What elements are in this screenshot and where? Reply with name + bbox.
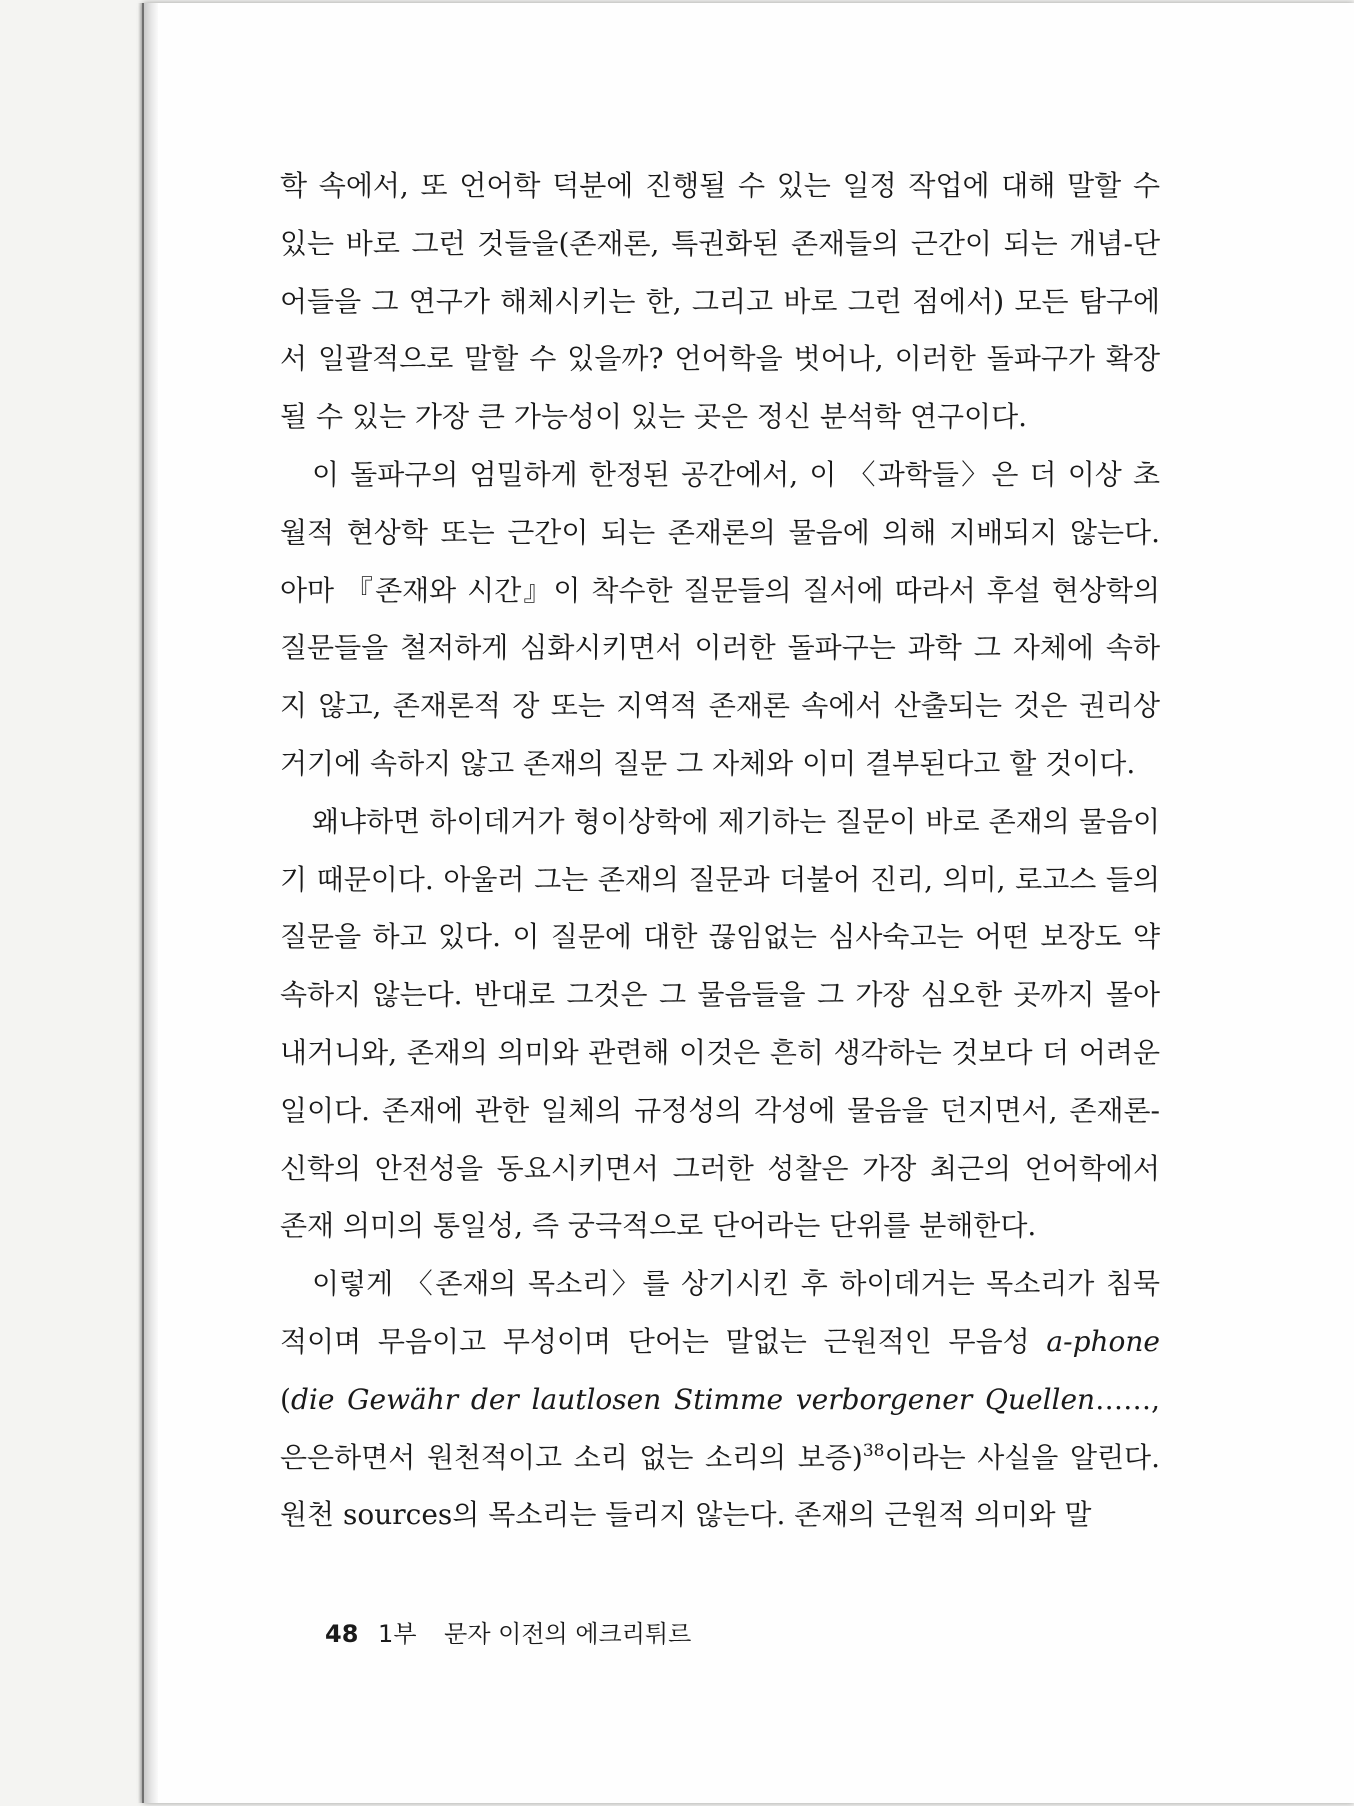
paragraph-2: 이 돌파구의 엄밀하게 한정된 공간에서, 이 〈과학들〉은 더 이상 초월적 현상학 또는 근간이 되는 존재론의 물음에 의해 지배되지 않는다. 아마 『존재와 시간』이 착수한 질문들의 질서에 따라서 후설 현상학의 질문들을 철저하게 심화시키면서 이러한 돌파구는 과학 그 자체에 속하지 않고, 존재론적 장 또는 지역적 존재론 속에서 산출되는 것은 권리상 거기에 속하지 않고 존재의 질문 그 자체와 이미 결부된다고 할 것이다.	[280, 457, 1160, 780]
part-label: 1부	[378, 1620, 417, 1648]
page-footer	[325, 1614, 691, 1649]
chapter-title: 문자 이전의 에크리튀르	[444, 1620, 692, 1648]
page-number: 48	[325, 1620, 359, 1648]
footnote-ref: 38	[862, 1440, 885, 1461]
paragraph-4-text-c: (	[280, 1382, 291, 1416]
paragraph-4-text-f: 이라는 사실을 알린다. 원천 sources의 목소리는 들리지 않는다. 존재의 근원적 의미와 말	[280, 1440, 1160, 1532]
paragraph-3: 왜냐하면 하이데거가 형이상학에 제기하는 질문이 바로 존재의 물음이기 때문이다. 아울러 그는 존재의 질문과 더불어 진리, 의미, 로고스 들의 질문을 하고 있다. 이 질문에 대한 끊임없는 심사숙고는 어떤 보장도 약속하지 않는다. 반대로 그것은 그 물음들을 그 가장 심오한 곳까지 몰아내거니와, 존재의 의미와 관련해 이것은 흔히 생각하는 것보다 더 어려운 일이다. 존재에 관한 일체의 규정성의 각성에 물음을 던지면서, 존재론-신학의 안전성을 동요시키면서 그러한 성찰은 가장 최근의 언어학에서 존재 의미의 통일성, 즉 궁극적으로 단어라는 단위를 분해한다.	[280, 804, 1160, 1243]
body-text	[280, 157, 1160, 1544]
a-phone-term: a-phone	[1046, 1324, 1160, 1358]
paragraph-1: 학 속에서, 또 언어학 덕분에 진행될 수 있는 일정 작업에 대해 말할 수 있는 바로 그런 것들을(존재론, 특권화된 존재들의 근간이 되는 개념-단어들을 그 연구가 해체시키는 한, 그리고 바로 그런 점에서) 모든 탐구에서 일괄적으로 말할 수 있을까? 언어학을 벗어나, 이러한 돌파구가 확장될 수 있는 가장 큰 가능성이 있는 곳은 정신 분석학 연구이다.	[280, 169, 1160, 434]
paragraph-4-text-e: ……, 은은하면서 원천적이고 소리 없는 소리의 보증)	[280, 1382, 1160, 1474]
german-quote: die Gewähr der lautlosen Stimme verborgener Quellen	[290, 1382, 1096, 1416]
book-spine-edge	[142, 3, 158, 1803]
paragraph-4-text-a: 이렇게 〈존재의 목소리〉를 상기시킨 후 하이데거는 목소리가 침묵적이며 무음이고 무성이며 단어는 말없는 근원적인 무음성	[280, 1267, 1160, 1358]
paragraph-4	[280, 1255, 1160, 1544]
